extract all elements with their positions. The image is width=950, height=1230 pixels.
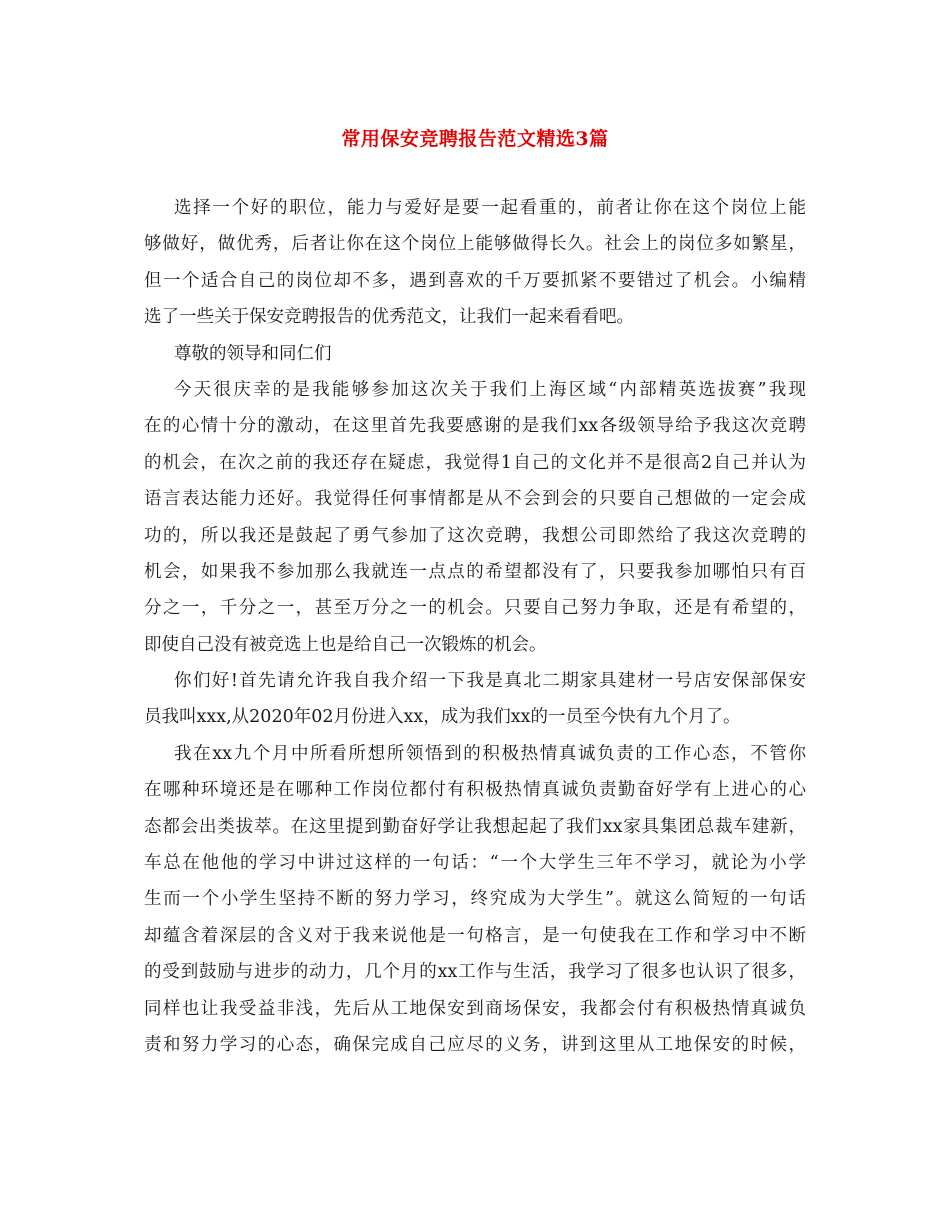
body-line: 分之一，千分之一，甚至万分之一的机会。只要自己努力争取，还是有希望的， xyxy=(144,598,806,619)
body-line: 即使自己没有被竞选上也是给自己一次锻炼的机会。 xyxy=(144,634,547,655)
body-line: 的受到鼓励与进步的动力，几个月的xx工作与生活，我学习了很多也认识了很多， xyxy=(144,962,806,983)
body-line: 选了一些关于保安竞聘报告的优秀范文，让我们一起来看看吧。 xyxy=(144,307,634,328)
body-line: 但一个适合自己的岗位却不多，遇到喜欢的千万要抓紧不要错过了机会。小编精 xyxy=(144,270,806,291)
body-line: 选择一个好的职位，能力与爱好是要一起看重的，前者让你在这个岗位上能 xyxy=(174,198,806,218)
body-line: 机会，如果我不参加那么我就连一点点的希望都没有了，只要我参加哪怕只有百 xyxy=(144,561,806,582)
body-line: 在哪种环境还是在哪种工作岗位都付有积极热情真诚负责勤奋好学有上进心的心 xyxy=(144,780,806,801)
body-line: 车总在他他的学习中讲过这样的一句话：“一个大学生三年不学习，就论为小学 xyxy=(144,853,806,874)
body-line: 语言表达能力还好。我觉得任何事情都是从不会到会的只要自己想做的一定会成 xyxy=(144,489,806,510)
body-line: 我在xx九个月中所看所想所领悟到的积极热情真诚负责的工作心态，不管你 xyxy=(174,743,806,764)
body-line: 同样也让我受益非浅，先后从工地保安到商场保安，我都会付有积极热情真诚负 xyxy=(144,998,806,1019)
body-line: 够做好，做优秀，后者让你在这个岗位上能够做得长久。社会上的岗位多如繁星， xyxy=(144,234,806,255)
body-line: 却蕴含着深层的含义对于我来说他是一句格言，是一句使我在工作和学习中不断 xyxy=(144,925,806,946)
body-line: 生而一个小学生坚持不断的努力学习，终究成为大学生”。就这么简短的一句话 xyxy=(144,889,806,910)
body-line: 员我叫xxx,从2020年02月份进入xx，成为我们xx的一员至今快有九个月了。 xyxy=(144,707,741,728)
body-line: 功的，所以我还是鼓起了勇气参加了这次竞聘，我想公司即然给了我这次竞聘的 xyxy=(144,525,806,546)
body-line: 在的心情十分的激动，在这里首先我要感谢的是我们xx各级领导给予我这次竞聘 xyxy=(144,416,806,437)
document-body xyxy=(144,190,806,1063)
body-line: 态都会出类拔萃。在这里提到勤奋好学让我想起起了我们xx家具集团总裁车建新， xyxy=(144,816,806,837)
body-line: 责和努力学习的心态，确保完成自己应尽的义务，讲到这里从工地保安的时候， xyxy=(144,1034,806,1055)
salutation-line: 尊敬的领导和同仁们 xyxy=(174,343,332,364)
document-title: 常用保安竞聘报告范文精选3篇 xyxy=(341,128,609,150)
body-line: 你们好!首先请允许我自我介绍一下我是真北二期家具建材一号店安保部保安 xyxy=(174,671,806,692)
body-line: 今天很庆幸的是我能够参加这次关于我们上海区域“内部精英选拔赛”我现 xyxy=(174,379,806,400)
body-line: 的机会，在次之前的我还存在疑虑，我觉得1自己的文化并不是很高2自己并认为 xyxy=(144,452,806,473)
